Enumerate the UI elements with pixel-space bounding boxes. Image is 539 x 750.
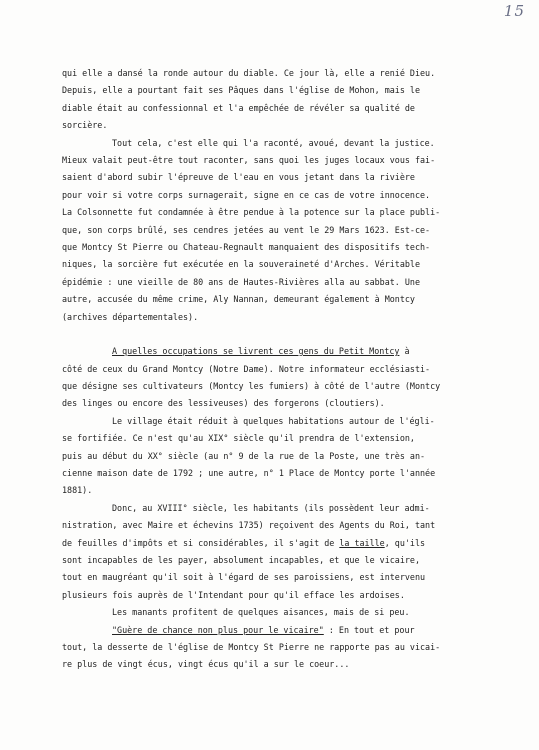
underlined-heading: A quelles occupations se livrent ces gens du Petit Montcy [112, 346, 400, 357]
text-line: qui elle a dansé la ronde autour du diable. Ce jour là, elle a renié Dieu. [62, 68, 436, 78]
text-line: diable était au confessionnal et l'a empêchée de révéler sa qualité de [62, 102, 415, 113]
text-line: saient d'abord subir l'épreuve de l'eau en vous jetant dans la rivière [62, 172, 415, 183]
document-body [62, 65, 484, 674]
text-line: puis au début du XX° siècle (au n° 9 de la rue de la Poste, une très an- [62, 450, 426, 461]
page-number: 15 [503, 2, 525, 20]
underlined-quote: "Guère de chance non plus pour le vicaire" [112, 624, 324, 635]
text-fragment: , qu'ils [384, 537, 426, 548]
paragraph [62, 135, 484, 326]
text-fragment: à [399, 346, 410, 357]
text-line: Donc, au XVIII° siècle, les habitants (ils possèdent leur admi- [112, 502, 430, 513]
text-line: Depuis, elle a pourtant fait ses Pâques dans l'église de Mohon, mais le [62, 85, 420, 96]
text-line: que Montcy St Pierre ou Chateau-Regnault manquaient des dispositifs tech- [62, 242, 431, 253]
paragraph [62, 604, 484, 674]
text-line [62, 622, 484, 639]
text-line: épidémie : une vieille de 80 ans de Hautes-Rivières alla au sabbat. Une [62, 276, 420, 287]
text-fragment: de feuilles d'impôts et si considérables, il s'agit de [62, 537, 340, 548]
text-line: des linges ou encore des lessiveuses) des forgerons (cloutiers). [62, 398, 385, 409]
text-line: se fortifiée. Ce n'est qu'au XIX° siècle qu'il prendra de l'extension, [62, 433, 415, 444]
text-line: plusieurs fois auprès de l'Intendant pour qu'il efface les ardoises. [62, 589, 405, 600]
text-line: côté de ceux du Grand Montcy (Notre Dame). Notre informateur ecclésiasti- [62, 363, 431, 374]
paragraph [62, 413, 484, 500]
text-line: tout en maugréant qu'il soit à l'égard de ses paroissiens, est intervenu [62, 572, 426, 583]
text-line: re plus de vingt écus, vingt écus qu'il a sur le coeur... [62, 659, 350, 670]
text-line: que désigne ses cultivateurs (Montcy les fumiers) à côté de l'autre (Montcy [62, 380, 441, 391]
paragraph [62, 65, 484, 135]
text-line: Tout cela, c'est elle qui l'a raconté, avoué, devant la justice. [112, 137, 435, 148]
text-line: nistration, avec Maire et échevins 1735) reçoivent des Agents du Roi, tant [62, 520, 436, 531]
text-line: que, son corps brûlé, ses cendres jetées au vent le 29 Mars 1623. Est-ce- [62, 224, 431, 235]
text-line: pour voir si votre corps surnagerait, signe en ce cas de votre innocence. [62, 189, 431, 200]
text-line: tout, la desserte de l'église de Montcy St Pierre ne rapporte pas au vicai- [62, 642, 441, 652]
paragraph [62, 500, 484, 604]
text-line [62, 535, 484, 552]
text-line: Le village était réduit à quelques habitations autour de l'égli- [112, 415, 435, 426]
paragraph [62, 343, 484, 413]
text-fragment: : En tout et pour [323, 624, 415, 635]
text-line: Mieux valait peut-être tout raconter, sans quoi les juges locaux vous fai- [62, 155, 436, 166]
text-line: cienne maison date de 1792 ; une autre, n° 1 Place de Montcy porte l'année [62, 467, 436, 478]
text-line: La Colsonnette fut condamnée à être pendue à la potence sur la place publi- [62, 207, 441, 218]
text-line: sorcière. [62, 120, 108, 131]
text-line: niques, la sorcière fut exécutée en la souveraineté d'Arches. Véritable [62, 259, 420, 270]
text-line: Les manants profitent de quelques aisances, mais de si peu. [112, 607, 410, 618]
text-line: (archives départementales). [62, 311, 199, 322]
text-line: autre, accusée du même crime, Aly Nannan, demeurant également à Montcy [62, 294, 415, 305]
text-line [62, 343, 484, 360]
underlined-term: la taille [339, 537, 385, 548]
text-line: 1881). [62, 485, 93, 496]
text-line: sont incapables de les payer, absolument incapables, et que le vicaire, [62, 554, 420, 565]
